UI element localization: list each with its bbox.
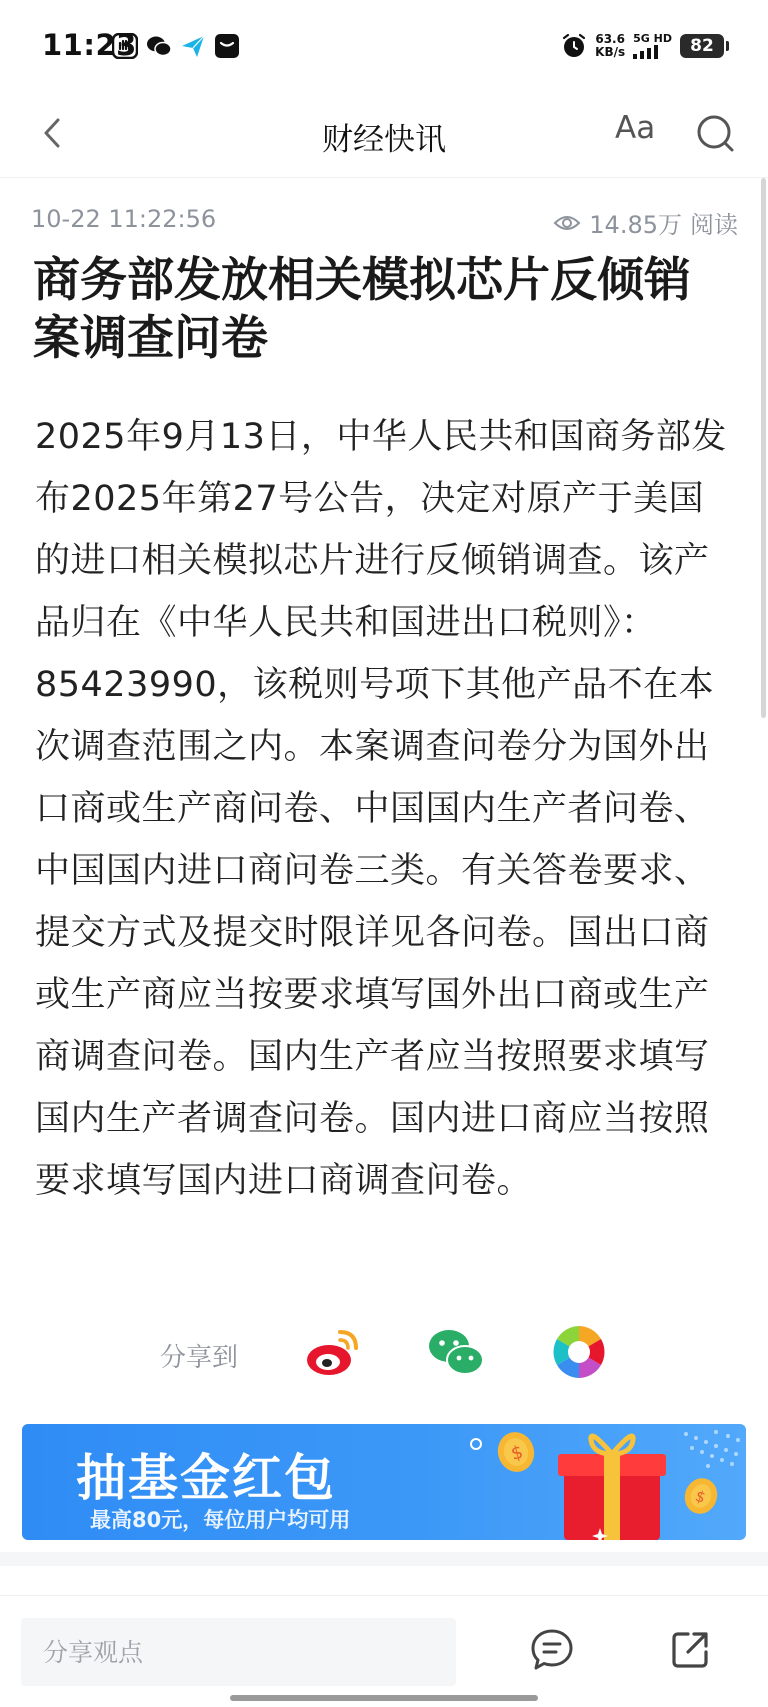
comment-icon[interactable]	[528, 1626, 576, 1674]
gift-box-icon	[416, 1424, 746, 1540]
alarm-icon	[561, 33, 587, 59]
comment-input[interactable]	[21, 1618, 456, 1686]
section-divider	[0, 1552, 768, 1566]
share-label: 分享到	[160, 1343, 239, 1373]
views-count: 14.85万	[589, 211, 682, 239]
network-type: 5G HD	[633, 32, 672, 45]
banner-title: 抽基金红包	[76, 1449, 336, 1507]
search-icon[interactable]	[692, 110, 740, 158]
promo-banner[interactable]	[22, 1424, 746, 1540]
message-notification-icon	[214, 33, 240, 59]
status-right-group	[561, 30, 724, 62]
home-indicator[interactable]	[230, 1695, 538, 1701]
banner-subtitle: 最高80元，每位用户均可用	[90, 1508, 351, 1532]
network-speed-value: 63.6	[595, 32, 625, 46]
eye-icon	[553, 213, 581, 233]
font-size-button[interactable]: Aa	[615, 110, 656, 146]
network-speed-unit: KB/s	[595, 45, 626, 59]
status-bar	[0, 0, 768, 88]
wechat-icon[interactable]	[427, 1324, 485, 1380]
page-title: 财经快讯	[322, 122, 446, 158]
wechat-notification-icon	[146, 33, 172, 59]
share-row	[0, 1322, 768, 1384]
app-notification-icon	[112, 33, 138, 59]
article-title: 商务部发放相关模拟芯片反倾销案调查问卷	[33, 253, 691, 366]
paper-plane-icon	[180, 33, 206, 59]
network-speed	[595, 33, 625, 59]
share-out-icon[interactable]	[666, 1626, 714, 1674]
svg-text:$: $	[508, 1441, 526, 1465]
scrollbar[interactable]	[761, 178, 766, 718]
moments-icon[interactable]	[550, 1324, 608, 1380]
article-timestamp: 10-22 11:22:56	[31, 205, 217, 233]
network-indicator	[633, 33, 672, 59]
article-body: 2025年9月13日，中华人民共和国商务部发布2025年第27号公告，决定对原产于美国的进口相关模拟芯片进行反倾销调查。该产品归在《中华人民共和国进出口税则》：85423990，该税则号项下其他产品不在本次调查范围之内。本案调查问卷分为国外出口商或生产商问卷、中国国内生产者问卷、中国国内进口商问卷三类。有关答卷要求、提交方式及提交时限详见各问卷。国出口商或生产商应当按要求填写国外出口商或生产商调查问卷。国内生产者应当按照要求填写国内生产者调查问卷。国内进口商应当按照要求填写国内进口商调查问卷。	[35, 417, 727, 1201]
svg-text:$: $	[692, 1486, 709, 1507]
bottom-bar	[0, 1595, 768, 1707]
views-label: 阅读	[690, 211, 738, 239]
signal-icon	[633, 45, 669, 59]
weibo-icon[interactable]	[304, 1324, 362, 1380]
battery-icon: 82	[680, 34, 724, 58]
article-views	[553, 205, 738, 240]
nav-header	[0, 88, 768, 178]
status-time: 11:23	[42, 28, 137, 62]
